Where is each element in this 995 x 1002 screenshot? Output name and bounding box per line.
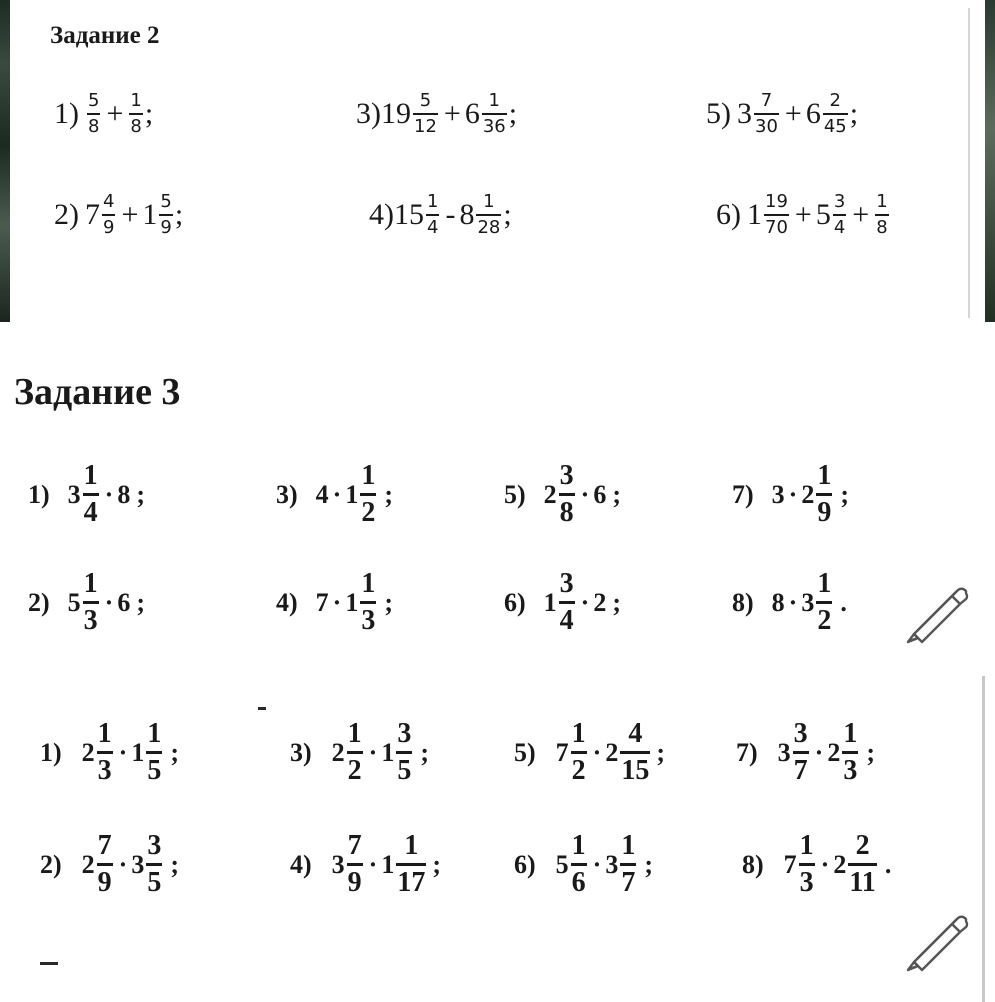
- numerator: 1: [799, 830, 814, 861]
- fraction: [793, 720, 809, 785]
- exercise-number: 5): [514, 737, 536, 767]
- fraction: [102, 193, 115, 237]
- exercise-number: 1): [28, 479, 50, 509]
- whole-part: 6: [464, 96, 480, 130]
- fraction: [754, 92, 779, 136]
- factor: 7: [315, 587, 329, 617]
- operator: +: [784, 96, 802, 130]
- exercise-number: 3): [276, 479, 298, 509]
- numerator: 2: [855, 830, 870, 861]
- factor: 3: [771, 479, 785, 509]
- terminator: ;: [656, 737, 666, 767]
- numerator: 1: [571, 830, 586, 861]
- exercise-3: [356, 92, 517, 136]
- exercise-4: [276, 570, 393, 635]
- exercise-3: [276, 462, 393, 527]
- exercise-number: 3): [356, 96, 381, 130]
- numerator: 1: [571, 718, 586, 749]
- numerator: 1: [361, 568, 376, 599]
- page-border: [968, 8, 970, 318]
- whole-part: 5: [67, 587, 81, 617]
- terminator: ;: [612, 587, 622, 617]
- exercise-number: 8): [742, 849, 764, 879]
- exercise-number: 4): [290, 849, 312, 879]
- terminator: ;: [174, 197, 184, 231]
- terminator: ;: [508, 96, 518, 130]
- numerator: 4: [628, 718, 643, 749]
- numerator: 3: [147, 830, 162, 861]
- exercise-number: 1): [54, 96, 79, 130]
- numerator: 7: [97, 830, 112, 861]
- exercise-number: 4): [276, 587, 298, 617]
- exercise-6: [716, 193, 891, 237]
- whole-part: 2: [605, 737, 619, 767]
- operator: +: [106, 96, 124, 130]
- fraction: [83, 570, 99, 635]
- numerator: 3: [559, 460, 574, 491]
- exercise-6: [514, 832, 653, 897]
- exercise-4: [290, 832, 441, 897]
- terminator: ;: [384, 479, 394, 509]
- exercise-5: [706, 92, 858, 136]
- fraction: [875, 193, 888, 237]
- fraction: [571, 832, 587, 897]
- exercise-number: 6): [514, 849, 536, 879]
- denominator: 8: [130, 115, 142, 137]
- fraction: [146, 720, 162, 785]
- operator: ·: [332, 479, 342, 509]
- whole-part: 5: [555, 849, 569, 879]
- denominator: 9: [347, 867, 362, 898]
- whole-part: 6: [805, 96, 821, 130]
- fraction: [396, 720, 412, 785]
- operator: +: [443, 96, 461, 130]
- numerator: 1: [83, 568, 98, 599]
- dash-mark: [40, 962, 58, 965]
- factor: 8: [117, 479, 131, 509]
- fraction: [426, 193, 439, 237]
- denominator: 45: [823, 115, 847, 137]
- denominator: 2: [571, 755, 586, 786]
- exercise-number: 2): [28, 587, 50, 617]
- denominator: 4: [833, 216, 846, 238]
- whole-part: 3: [801, 587, 815, 617]
- denominator: 3: [361, 605, 376, 636]
- operator: ·: [580, 587, 590, 617]
- whole-part: 2: [81, 737, 95, 767]
- fraction: [396, 832, 426, 897]
- operator: ·: [104, 479, 114, 509]
- exercise-8: [732, 570, 847, 635]
- fraction: [764, 193, 789, 237]
- whole-part: 2: [81, 849, 95, 879]
- denominator: 17: [397, 867, 426, 898]
- operator: ·: [814, 737, 824, 767]
- terminator: ;: [840, 479, 850, 509]
- denominator: 9: [160, 216, 172, 238]
- whole-part: 7: [555, 737, 569, 767]
- page-border: [982, 676, 985, 1002]
- fraction: [83, 462, 99, 527]
- whole-part: 1: [747, 197, 762, 231]
- numerator: 1: [488, 90, 500, 111]
- operator: +: [852, 197, 870, 231]
- photo-edge-left: [0, 0, 10, 322]
- numerator: 19: [765, 191, 788, 212]
- terminator: ;: [170, 737, 180, 767]
- denominator: 3: [97, 755, 112, 786]
- numerator: 1: [147, 718, 162, 749]
- denominator: 3: [799, 867, 814, 898]
- exercise-5: [514, 720, 665, 785]
- fraction: [347, 720, 363, 785]
- operator: ·: [788, 479, 798, 509]
- numerator: 3: [793, 718, 808, 749]
- exercise-number: 4): [369, 197, 394, 231]
- factor: 8: [771, 587, 785, 617]
- numerator: 5: [419, 90, 432, 111]
- operator: -: [445, 197, 456, 231]
- exercise-number: 2): [40, 849, 62, 879]
- operator: ·: [580, 479, 590, 509]
- denominator: 70: [765, 216, 788, 238]
- whole-part: 3: [67, 479, 81, 509]
- fraction: [97, 832, 113, 897]
- operator: ·: [592, 849, 602, 879]
- whole-part: 7: [85, 197, 100, 231]
- whole-part: 1: [543, 587, 557, 617]
- factor: 2: [593, 587, 607, 617]
- operator: ·: [332, 587, 342, 617]
- whole-part: 19: [381, 96, 411, 130]
- denominator: 11: [849, 867, 876, 898]
- denominator: 30: [755, 115, 778, 137]
- terminator: ;: [384, 587, 394, 617]
- numerator: 7: [760, 90, 773, 111]
- exercise-7: [732, 462, 849, 527]
- terminator: ;: [170, 849, 180, 879]
- numerator: 5: [88, 90, 100, 111]
- fraction: [559, 570, 575, 635]
- exercise-7: [736, 720, 875, 785]
- numerator: 1: [347, 718, 362, 749]
- exercise-number: 8): [732, 587, 754, 617]
- denominator: 6: [571, 867, 586, 898]
- photo-edge-right: [985, 0, 995, 322]
- whole-part: 15: [394, 197, 424, 231]
- denominator: 28: [477, 216, 501, 238]
- fraction: [571, 720, 587, 785]
- denominator: 7: [621, 867, 636, 898]
- speck: [258, 707, 266, 710]
- factor: 4: [315, 479, 329, 509]
- exercise-2: [54, 193, 183, 237]
- numerator: 7: [347, 830, 362, 861]
- exercises-panel: [0, 676, 995, 1002]
- whole-part: 3: [605, 849, 619, 879]
- numerator: 1: [97, 718, 112, 749]
- task-3-panel: [0, 338, 995, 660]
- whole-part: 5: [815, 197, 831, 231]
- denominator: 4: [83, 497, 98, 528]
- exercise-4: [369, 193, 512, 237]
- fraction: [413, 92, 438, 136]
- denominator: 2: [817, 605, 832, 636]
- fraction: [159, 193, 172, 237]
- denominator: 2: [361, 497, 376, 528]
- denominator: 5: [147, 755, 162, 786]
- terminator: ;: [136, 587, 146, 617]
- whole-part: 1: [381, 849, 395, 879]
- denominator: 3: [83, 605, 98, 636]
- exercise-3: [290, 720, 429, 785]
- numerator: 3: [833, 191, 846, 212]
- numerator: 1: [817, 460, 832, 491]
- whole-part: 3: [737, 96, 752, 130]
- fraction: [360, 570, 376, 635]
- fraction: [360, 462, 376, 527]
- exercise-2: [28, 570, 145, 635]
- fraction: [559, 462, 575, 527]
- whole-part: 2: [833, 849, 847, 879]
- denominator: 15: [621, 755, 650, 786]
- numerator: 1: [83, 460, 98, 491]
- operator: ·: [368, 849, 378, 879]
- task-2-panel: [0, 0, 995, 322]
- operator: +: [121, 197, 139, 231]
- fraction: [816, 570, 832, 635]
- operator: +: [794, 197, 812, 231]
- operator: ·: [788, 587, 798, 617]
- denominator: 4: [427, 216, 439, 238]
- denominator: 8: [559, 497, 574, 528]
- fraction: [347, 832, 363, 897]
- fraction: [620, 832, 636, 897]
- numerator: 1: [130, 90, 142, 111]
- fraction: [799, 832, 815, 897]
- operator: ·: [104, 587, 114, 617]
- factor: 6: [593, 479, 607, 509]
- exercise-number: 6): [716, 197, 741, 231]
- exercise-number: 3): [290, 737, 312, 767]
- whole-part: 2: [827, 737, 841, 767]
- exercise-number: 5): [504, 479, 526, 509]
- exercise-number: 5): [706, 96, 731, 130]
- pencil-icon[interactable]: [900, 576, 972, 648]
- pencil-icon[interactable]: [900, 904, 972, 976]
- task-3-title: Задание 3: [14, 371, 181, 413]
- fraction: [620, 720, 650, 785]
- denominator: 12: [414, 115, 437, 137]
- fraction: [97, 720, 113, 785]
- numerator: 4: [103, 191, 115, 212]
- whole-part: 2: [331, 737, 345, 767]
- fraction: [842, 720, 858, 785]
- terminator: ;: [136, 479, 146, 509]
- terminator: ;: [420, 737, 430, 767]
- whole-part: 3: [131, 849, 145, 879]
- exercise-number: 1): [40, 737, 62, 767]
- fraction: [129, 92, 142, 136]
- operator: ·: [592, 737, 602, 767]
- exercise-number: 7): [732, 479, 754, 509]
- numerator: 1: [621, 830, 636, 861]
- whole-part: 8: [459, 197, 475, 231]
- denominator: 5: [147, 867, 162, 898]
- factor: 6: [117, 587, 131, 617]
- exercise-5: [504, 462, 621, 527]
- fraction: [833, 193, 846, 237]
- operator: ·: [118, 737, 128, 767]
- fraction: [848, 832, 876, 897]
- terminator: ;: [644, 849, 654, 879]
- numerator: 1: [876, 191, 888, 212]
- denominator: 7: [793, 755, 808, 786]
- operator: ·: [368, 737, 378, 767]
- numerator: 2: [829, 90, 841, 111]
- exercise-1: [28, 462, 145, 527]
- whole-part: 2: [801, 479, 815, 509]
- exercise-8: [742, 832, 891, 897]
- terminator: .: [884, 849, 892, 879]
- whole-part: 1: [345, 587, 359, 617]
- numerator: 1: [817, 568, 832, 599]
- numerator: 1: [427, 191, 439, 212]
- denominator: 9: [103, 216, 115, 238]
- denominator: 8: [88, 115, 100, 137]
- terminator: ;: [144, 96, 154, 130]
- numerator: 1: [404, 830, 419, 861]
- fraction: [816, 462, 832, 527]
- whole-part: 1: [131, 737, 145, 767]
- denominator: 36: [482, 115, 506, 137]
- whole-part: 1: [142, 197, 158, 231]
- whole-part: 2: [543, 479, 557, 509]
- fraction: [823, 92, 848, 136]
- whole-part: 7: [783, 849, 797, 879]
- denominator: 3: [843, 755, 858, 786]
- operator: ·: [118, 849, 128, 879]
- task-2-title: Задание 2: [50, 22, 160, 49]
- numerator: 1: [843, 718, 858, 749]
- fraction: [146, 832, 162, 897]
- operator: ·: [820, 849, 830, 879]
- terminator: ;: [866, 737, 876, 767]
- denominator: 5: [397, 755, 412, 786]
- numerator: 3: [397, 718, 412, 749]
- terminator: ;: [432, 849, 442, 879]
- numerator: 1: [361, 460, 376, 491]
- fraction: [482, 92, 507, 136]
- numerator: 5: [160, 191, 172, 212]
- exercise-1: [40, 720, 179, 785]
- terminator: ;: [612, 479, 622, 509]
- numerator: 3: [559, 568, 574, 599]
- whole-part: 3: [331, 849, 345, 879]
- whole-part: 1: [381, 737, 395, 767]
- fraction: [87, 92, 100, 136]
- denominator: 8: [876, 216, 888, 238]
- whole-part: 3: [777, 737, 791, 767]
- exercise-1: [54, 92, 153, 136]
- numerator: 1: [483, 191, 495, 212]
- denominator: 9: [97, 867, 112, 898]
- denominator: 4: [559, 605, 574, 636]
- exercise-number: 2): [54, 197, 79, 231]
- exercise-2: [40, 832, 179, 897]
- terminator: .: [840, 587, 847, 617]
- terminator: ;: [849, 96, 859, 130]
- whole-part: 1: [345, 479, 359, 509]
- denominator: 9: [817, 497, 832, 528]
- terminator: ;: [503, 197, 512, 231]
- exercise-number: 7): [736, 737, 758, 767]
- exercise-number: 6): [504, 587, 526, 617]
- fraction: [476, 193, 501, 237]
- exercise-6: [504, 570, 621, 635]
- denominator: 2: [347, 755, 362, 786]
